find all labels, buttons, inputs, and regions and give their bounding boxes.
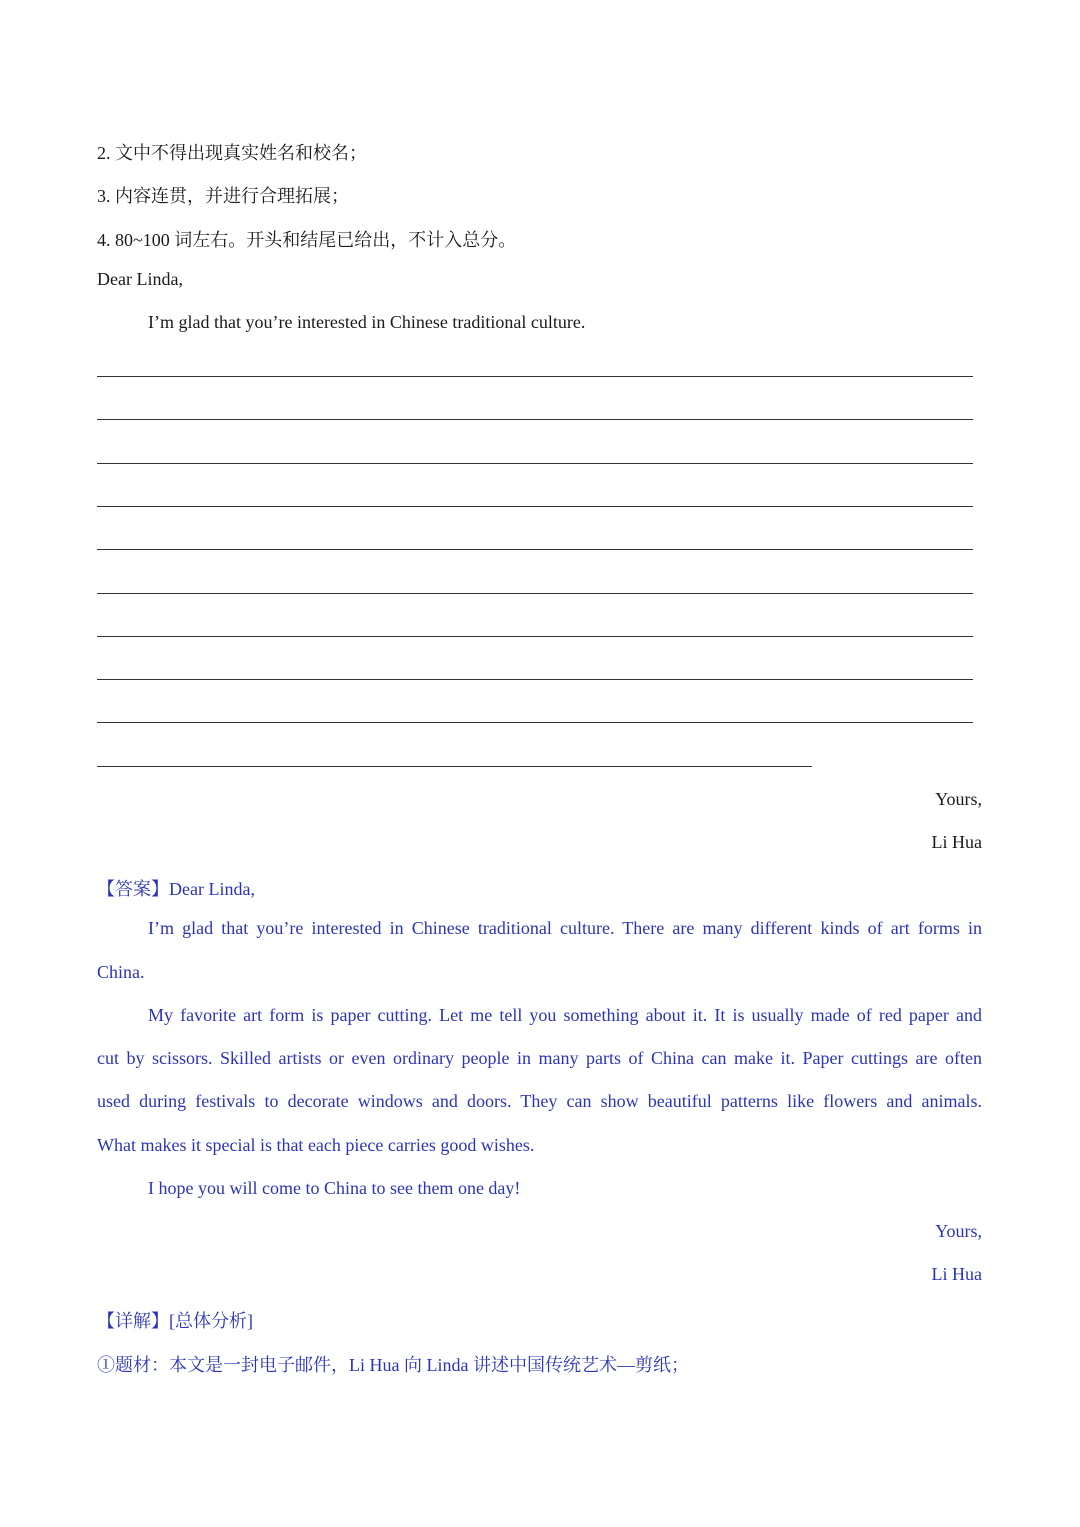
- prompt-signature: Li Hua: [931, 832, 982, 852]
- writing-line: [97, 506, 973, 507]
- writing-line: [97, 679, 973, 680]
- answer-para3: I hope you will come to China to see them one day!: [148, 1178, 521, 1198]
- answer-para2-line2: cut by scissors. Skilled artists or even ordinary people in many parts of China can make it. Paper cuttings are often: [97, 1048, 982, 1068]
- answer-para1-line1: I’m glad that you’re interested in Chinese traditional culture. There are many different kinds of art forms in: [148, 918, 982, 938]
- writing-line: [97, 549, 973, 550]
- writing-line: [97, 376, 973, 377]
- requirement-3: 3. 内容连贯，并进行合理拓展；: [97, 186, 349, 206]
- writing-line: [97, 722, 973, 723]
- requirement-4: 4. 80~100 词左右。开头和结尾已给出，不计入总分。: [97, 230, 517, 250]
- writing-line-short: [97, 766, 812, 767]
- explanation-section: [总体分析]: [169, 1311, 253, 1331]
- writing-line: [97, 636, 973, 637]
- writing-line: [97, 593, 973, 594]
- prompt-opening: I’m glad that you’re interested in Chinese traditional culture.: [148, 312, 586, 332]
- explanation-heading: [97, 1307, 253, 1333]
- explanation-point1: ①题材：本文是一封电子邮件，Li Hua 向 Linda 讲述中国传统艺术—剪纸；: [97, 1355, 689, 1375]
- answer-para2-line4: What makes it special is that each piece carries good wishes.: [97, 1135, 535, 1155]
- writing-line: [97, 463, 973, 464]
- answer-signature: Li Hua: [931, 1264, 982, 1284]
- requirement-2: 2. 文中不得出现真实姓名和校名；: [97, 143, 367, 163]
- answer-closing: Yours,: [935, 1221, 982, 1241]
- prompt-closing: Yours,: [935, 789, 982, 809]
- answer-para2-line1: My favorite art form is paper cutting. Let me tell you something about it. It is usually made of red paper and: [148, 1005, 982, 1025]
- writing-line: [97, 419, 973, 420]
- answer-para1-line2: China.: [97, 962, 145, 982]
- answer-label: 【答案】: [97, 879, 169, 899]
- explanation-label: 【详解】: [97, 1311, 169, 1331]
- prompt-salutation: Dear Linda,: [97, 269, 183, 289]
- answer-salutation: Dear Linda,: [169, 879, 255, 899]
- answer-para2-line3: used during festivals to decorate windows and doors. They can show beautiful patterns like flowers and animals.: [97, 1091, 982, 1111]
- answer-heading: [97, 875, 255, 901]
